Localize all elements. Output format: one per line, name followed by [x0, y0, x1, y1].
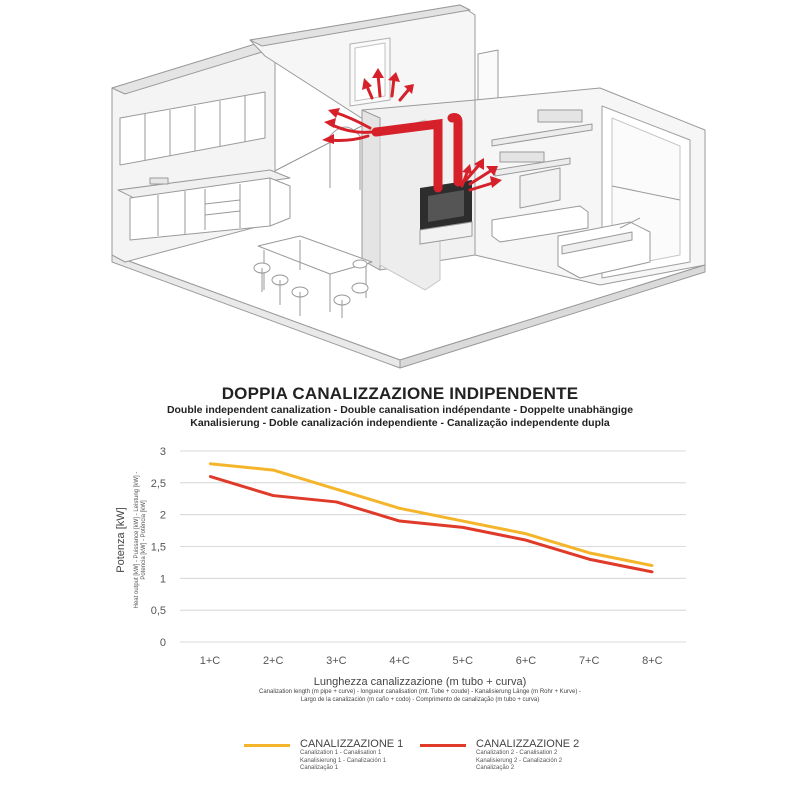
- y-tick-labels: [151, 446, 166, 649]
- x-tick-label: 1+C: [199, 655, 221, 667]
- data-point-series-1: [272, 469, 274, 471]
- data-point-series-1: [398, 507, 400, 509]
- chart-grid: [180, 451, 686, 642]
- legend-sublabel: Canalization 2 - Canalisation 2: [476, 750, 558, 756]
- data-point-series-1: [335, 488, 337, 490]
- data-point-series-2: [651, 571, 653, 573]
- y-tick-label: 0: [159, 637, 166, 649]
- legend-sublabel: Kanalisierung 2 - Canalización 2: [476, 757, 563, 764]
- data-point-series-1: [651, 564, 653, 566]
- legend-item-series-2: [420, 738, 579, 773]
- y-axis-sublabels: [134, 472, 147, 609]
- data-point-series-2: [462, 526, 464, 528]
- legend-swatch-series-1: [244, 744, 290, 747]
- data-point-series-2: [398, 520, 400, 522]
- legend-label-series-1: CANALIZZAZIONE 1: [300, 738, 404, 750]
- chart-title: DOPPIA CANALIZZAZIONE INDIPENDENTE: [221, 384, 579, 403]
- x-tick-label: 4+C: [389, 655, 410, 667]
- x-tick-labels: [200, 655, 663, 667]
- data-point-series-2: [272, 494, 274, 496]
- y-axis-label-main: Potenza [kW]: [115, 507, 127, 573]
- chart-subtitle-line-2: Kanalisierung - Doble canalización independiente - Canalização independente dupla: [190, 417, 610, 429]
- data-point-series-1: [588, 552, 590, 554]
- data-point-series-2: [209, 475, 211, 477]
- y-tick-label: 1: [159, 573, 166, 586]
- data-point-series-2: [588, 558, 590, 560]
- x-axis-sublabel-1: Canalization length (m pipe + curve) - longueur canalisation (mt. Tube + coude) - Kanalisierung Länge (m Rohr + Kurve) -: [259, 689, 581, 695]
- x-tick-label: 2+C: [262, 655, 284, 667]
- data-point-series-1: [525, 533, 527, 535]
- data-point-series-1: [209, 463, 211, 465]
- x-axis-sublabel-2: Largo de la canalización (m caño + codo) - Comprimento de canalização (m tubo + curva): [300, 697, 540, 703]
- data-point-series-2: [525, 539, 527, 541]
- y-tick-label: 0,5: [150, 605, 166, 618]
- y-tick-label: 3: [159, 446, 166, 458]
- fireplace-stove-icon: [420, 180, 472, 244]
- data-point-series-2: [335, 501, 337, 503]
- y-axis-sublabel-2: Potencia [kW] - Potência [kW]: [141, 500, 147, 580]
- x-tick-label: 3+C: [326, 655, 347, 667]
- legend-swatch-series-2: [420, 744, 466, 747]
- legend-label-series-2: CANALIZZAZIONE 2: [476, 738, 580, 750]
- room-cutaway-illustration: [0, 0, 800, 370]
- power-chart: [0, 440, 800, 675]
- legend-sublabel: Canalização 2: [476, 765, 515, 771]
- chart-series: [209, 463, 654, 574]
- x-axis-label-block: [200, 676, 640, 704]
- x-tick-label: 7+C: [578, 655, 600, 667]
- data-point-series-1: [462, 520, 464, 522]
- x-tick-label: 5+C: [452, 655, 474, 667]
- y-tick-label: 2,5: [150, 477, 166, 490]
- y-tick-label: 1,5: [150, 541, 166, 554]
- legend-sublabel: Canalização 1: [300, 765, 339, 771]
- series-line-2: [210, 476, 652, 572]
- x-axis-label: Lunghezza canalizzazione (m tubo + curva): [313, 676, 527, 688]
- chart-subtitle-line-1: Double independent canalization - Double canalisation indépendante - Doppelte unabhängige: [166, 404, 634, 416]
- legend-item-series-1: [244, 738, 403, 773]
- chart-title-block: [0, 384, 800, 430]
- x-tick-label: 8+C: [642, 655, 663, 667]
- x-tick-label: 6+C: [515, 655, 537, 667]
- legend-sublabel: Kanalisierung 1 - Canalización 1: [300, 757, 387, 764]
- y-tick-label: 2: [159, 509, 166, 522]
- legend-sublabel: Canalization 1 - Canalisation 1: [300, 750, 382, 756]
- y-axis-sublabel-1: Heat output [kW] - Puissance [kW] - Leistung [kW] -: [134, 471, 140, 609]
- y-axis-label: [115, 507, 127, 572]
